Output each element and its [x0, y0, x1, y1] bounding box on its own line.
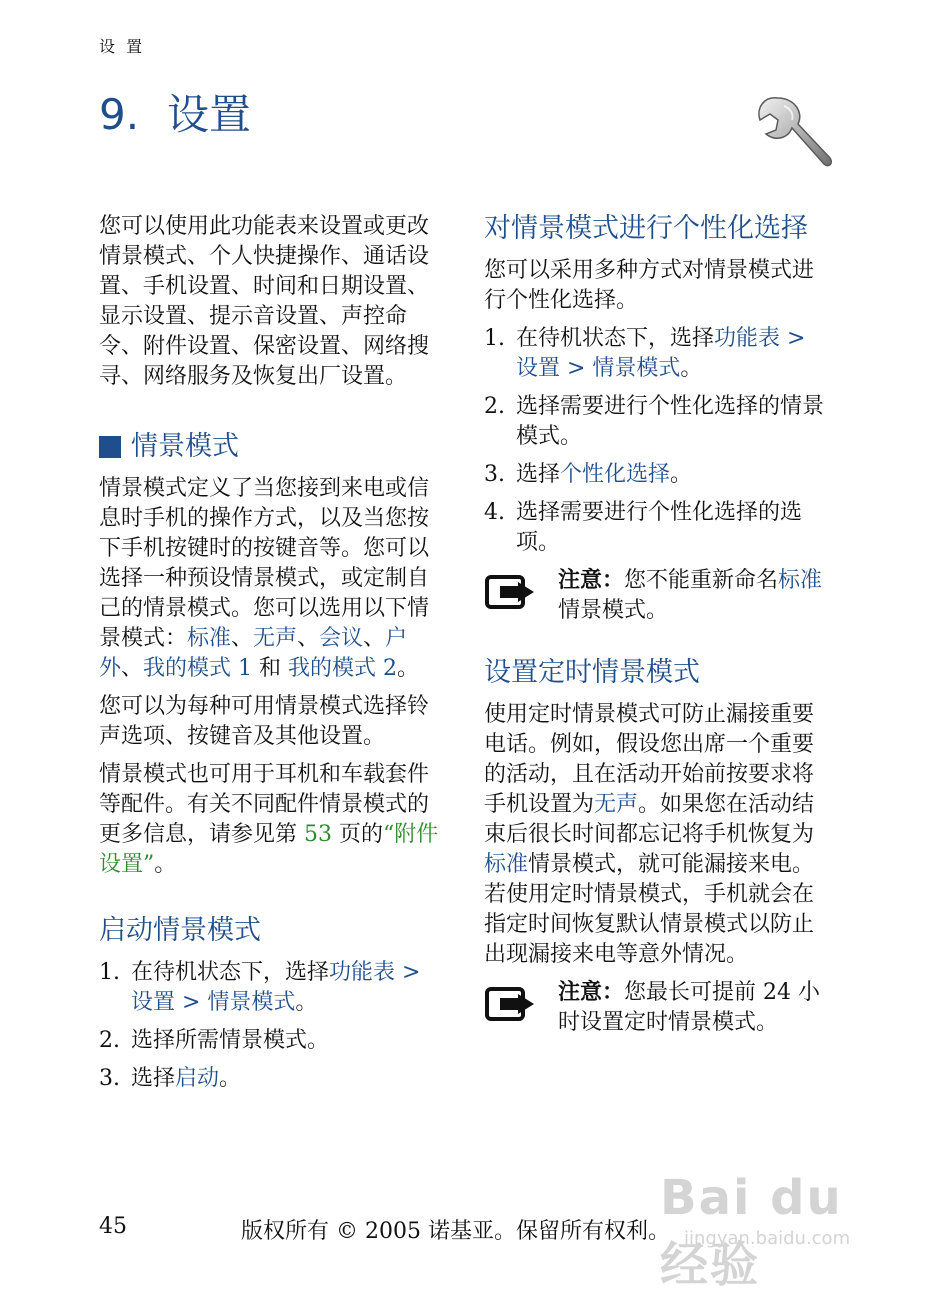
step-number: 3.: [99, 1066, 120, 1091]
page-number: 45: [99, 1214, 127, 1239]
profiles-p3-mid: 页的: [332, 822, 383, 847]
link-standard[interactable]: 标准: [187, 626, 232, 651]
note-box: [484, 978, 834, 1038]
step-instruction: 在待机状态下，选择: [131, 960, 330, 985]
link-accessory-settings[interactable]: “附件设置”: [99, 822, 439, 877]
note-text: [558, 978, 834, 1038]
step-number: 2.: [484, 394, 505, 419]
link-activate[interactable]: 启动: [175, 1066, 220, 1091]
step-number: 1.: [99, 960, 120, 985]
link-my-mode-1[interactable]: 我的模式 1: [143, 656, 253, 681]
link-silent[interactable]: 无声: [594, 792, 639, 817]
link-silent[interactable]: 无声: [253, 626, 298, 651]
profiles-paragraph-1: [99, 474, 445, 684]
period: 。: [397, 656, 420, 681]
wrench-icon: [754, 92, 836, 176]
period: 。: [154, 852, 177, 877]
profiles-p3-text: 情景模式也可用于耳机和车载套件等配件。有关不同配件情景模式的更多信息，请参见第: [99, 762, 430, 847]
list-item: [484, 392, 834, 452]
period: 。: [680, 356, 703, 381]
chapter-title-text: 设置: [167, 90, 252, 139]
note-hand-icon: [484, 572, 536, 612]
activate-steps-list: [99, 958, 445, 1094]
step-text: 选择需要进行个性化选择的情景模式。: [516, 394, 825, 449]
list-item: [484, 324, 834, 384]
profiles-paragraph-3: [99, 760, 445, 880]
link-menu-path[interactable]: 功能表 > 设置 > 情景模式: [131, 960, 421, 1015]
note-text: [558, 566, 834, 626]
step-text: 选择所需情景模式。: [131, 1028, 330, 1053]
watermark-url: jingyan.baidu.com: [684, 1228, 851, 1249]
profiles-p1-text: 情景模式定义了当您接到来电或信息时手机的操作方式，以及当您按下手机按键时的按键音等。您可以选择一种预设情景模式，或定制自己的情景模式。您可以选用以下情景模式：: [99, 476, 430, 651]
heading-square-marker: [99, 436, 121, 458]
timed-paragraph: [484, 700, 834, 970]
timed-text-a: 使用定时情景模式可防止漏接重要电话。例如，假设您出席一个重要的活动，且在活动开始前按要求将手机设置为: [484, 702, 815, 817]
left-column: [99, 212, 445, 1102]
link-standard[interactable]: 标准: [484, 852, 529, 877]
link-meeting[interactable]: 会议: [319, 626, 364, 651]
conjunction-and: 和: [252, 656, 289, 681]
watermark-brand: Bai du 经验: [660, 1170, 843, 1293]
separator: 、: [297, 626, 320, 651]
step-instruction: 选择: [516, 462, 561, 487]
baidu-watermark: [660, 1150, 880, 1293]
note-end: 情景模式。: [558, 598, 669, 623]
link-my-mode-2[interactable]: 我的模式 2: [288, 656, 398, 681]
section-heading-profiles: [99, 430, 445, 464]
note-label: 注意：: [558, 980, 625, 1005]
step-text: [516, 324, 834, 384]
separator: 、: [363, 626, 386, 651]
separator: 、: [121, 656, 144, 681]
step-text: [516, 460, 834, 490]
link-outdoor[interactable]: 户外: [99, 626, 408, 681]
note-body: 您不能重新命名: [624, 568, 779, 593]
link-personalise[interactable]: 个性化选择: [560, 462, 671, 487]
personalise-steps-list: [484, 324, 834, 558]
intro-paragraph: 您可以使用此功能表来设置或更改情景模式、个人快捷操作、通话设置、手机设置、时间和日期设置、显示设置、提示音设置、声控命令、附件设置、保密设置、网络搜寻、网络服务及恢复出厂设置。: [99, 214, 430, 389]
step-text: [131, 958, 445, 1018]
section-heading-personalise: 对情景模式进行个性化选择: [484, 213, 808, 244]
step-text: 选择需要进行个性化选择的选项。: [516, 500, 803, 555]
list-item: [99, 1026, 445, 1056]
separator: 、: [231, 626, 254, 651]
timed-text-c: 情景模式，就可能漏接来电。若使用定时情景模式，手机就会在指定时间恢复默认情景模式以防止出现漏接来电等意外情况。: [484, 852, 815, 967]
timed-text-b: 。如果您在活动结束后很长时间都忘记将手机恢复为: [484, 792, 815, 847]
step-number: 4.: [484, 500, 505, 525]
running-header: 设 置: [99, 37, 146, 56]
right-column: [484, 212, 834, 1038]
list-item: [99, 958, 445, 1018]
section-heading-activate: 启动情景模式: [99, 915, 261, 946]
chapter-number: 9.: [99, 90, 140, 139]
period: 。: [670, 462, 693, 487]
step-number: 3.: [484, 462, 505, 487]
note-box: [484, 566, 834, 626]
personalise-paragraph: 您可以采用多种方式对情景模式进行个性化选择。: [484, 258, 815, 313]
profiles-paragraph-2: 您可以为每种可用情景模式选择铃声选项、按键音及其他设置。: [99, 694, 430, 749]
list-item: [484, 460, 834, 490]
step-number: 1.: [484, 326, 505, 351]
link-menu-path[interactable]: 功能表 > 设置 > 情景模式: [516, 326, 806, 381]
section-heading-timed: 设置定时情景模式: [484, 657, 700, 688]
step-instruction: 选择: [131, 1066, 176, 1091]
step-text: [131, 1064, 445, 1094]
profiles-heading-text: 情景模式: [131, 431, 239, 462]
note-hand-icon: [484, 984, 536, 1024]
page-reference[interactable]: 53: [304, 822, 332, 847]
copyright-notice: 版权所有 © 2005 诺基亚。保留所有权利。: [241, 1219, 670, 1244]
list-item: [99, 1064, 445, 1094]
step-number: 2.: [99, 1028, 120, 1053]
chapter-title: [99, 82, 251, 142]
link-standard[interactable]: 标准: [778, 568, 823, 593]
note-label: 注意：: [558, 568, 625, 593]
period: 。: [295, 990, 318, 1015]
step-instruction: 在待机状态下，选择: [516, 326, 715, 351]
note-body: 您最长可提前 24 小时设置定时情景模式。: [558, 980, 820, 1035]
list-item: [484, 498, 834, 558]
period: 。: [219, 1066, 242, 1091]
